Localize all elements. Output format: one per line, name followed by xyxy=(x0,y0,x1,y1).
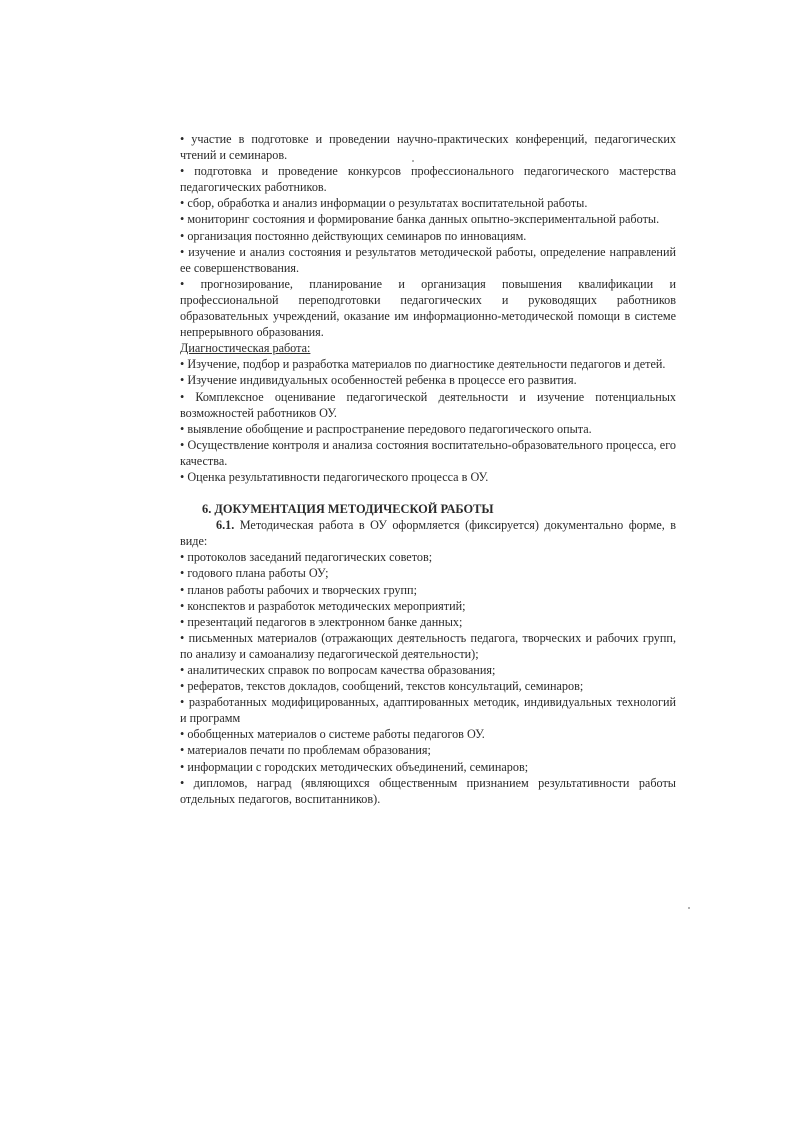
list-item: • Изучение, подбор и разработка материалов по диагностике деятельности педагогов и детей. xyxy=(180,357,666,372)
list-item: • участие в подготовке и проведении научно-практических конференций, педагогических чтений и семинаров. xyxy=(180,132,676,163)
list-item: • сбор, обработка и анализ информации о результатах воспитательной работы. xyxy=(180,196,588,211)
list-item: • прогнозирование, планирование и организация повышения квалификации и профессиональной переподготовки педагогических и руководящих работников образовательных учреждений, оказание им информационно-методической помощи в системе непрерывного образования. xyxy=(180,276,676,340)
list-item: • Изучение индивидуальных особенностей ребенка в процессе его развития. xyxy=(180,373,577,388)
diagnostic-work-heading: Диагностическая работа: xyxy=(180,341,311,356)
section-lead-paragraph xyxy=(180,517,676,549)
documentation-forms-list xyxy=(180,549,676,807)
list-item: • выявление обобщение и распространение передового педагогического опыта. xyxy=(180,421,592,436)
section-title: 6. ДОКУМЕНТАЦИЯ МЕТОДИЧЕСКОЙ РАБОТЫ xyxy=(202,502,494,517)
diagnostic-work-list xyxy=(180,356,676,485)
list-item: • конспектов и разработок методических мероприятий; xyxy=(180,598,466,613)
scan-speck xyxy=(688,907,690,909)
list-item: • годового плана работы ОУ; xyxy=(180,566,329,581)
list-item: • мониторинг состояния и формирование банка данных опытно-экспериментальной работы. xyxy=(180,212,660,227)
document-page xyxy=(180,131,676,807)
list-item: • разработанных модифицированных, адаптированных методик, индивидуальных технологий и программ xyxy=(180,695,676,726)
list-item: • подготовка и проведение конкурсов профессионального педагогического мастерства педагогических работников. xyxy=(180,164,676,195)
list-item: • письменных материалов (отражающих деятельность педагога, творческих и рабочих групп, по анализу и самоанализу педагогической деятельности); xyxy=(180,630,676,661)
list-item: • протоколов заседаний педагогических советов; xyxy=(180,550,433,565)
list-item: • информации с городских методических объединений, семинаров; xyxy=(180,759,529,774)
clause-text: Методическая работа в ОУ оформляется (фиксируется) документально форме, в виде: xyxy=(180,518,676,549)
list-item: • планов работы рабочих и творческих групп; xyxy=(180,582,417,597)
list-item: • аналитических справок по вопросам качества образования; xyxy=(180,663,496,677)
methodical-activities-list xyxy=(180,131,676,340)
list-item: • организация постоянно действующих семинаров по инновациям. xyxy=(180,228,527,243)
list-item: • презентаций педагогов в электронном банке данных; xyxy=(180,614,463,629)
list-item: • обобщенных материалов о системе работы педагогов ОУ. xyxy=(180,727,485,742)
list-item: • рефератов, текстов докладов, сообщений, текстов консультаций, семинаров; xyxy=(180,679,584,694)
list-item: • материалов печати по проблемам образования; xyxy=(180,743,431,758)
scan-speck xyxy=(412,160,414,162)
list-item: • Осуществление контроля и анализа состояния воспитательно-образовательного процесса, его качества. xyxy=(180,437,676,468)
clause-number: 6.1. xyxy=(216,518,235,533)
list-item: • Комплексное оценивание педагогической деятельности и изучение потенциальных возможностей работников ОУ. xyxy=(180,389,676,420)
list-item: • изучение и анализ состояния и результатов методической работы, определение направлений ее совершенствования. xyxy=(180,244,676,275)
list-item: • дипломов, наград (являющихся общественным признанием результативности работы отдельных педагогов, воспитанников). xyxy=(180,775,676,806)
list-item: • Оценка результативности педагогического процесса в ОУ. xyxy=(180,469,489,484)
